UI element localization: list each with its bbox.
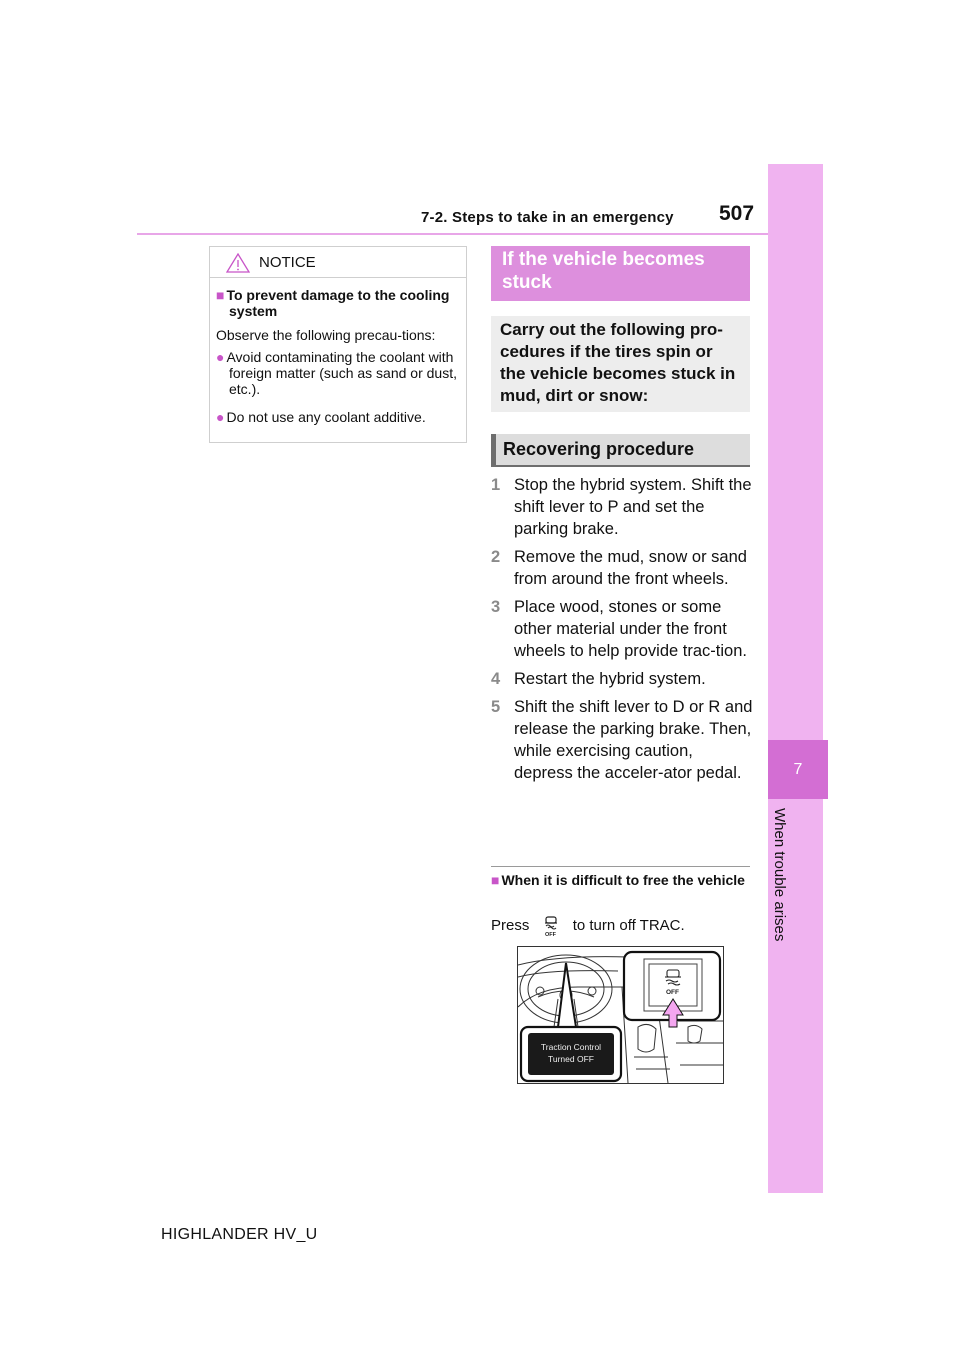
chapter-number-tab[interactable]: 7 <box>768 740 828 799</box>
step-number: 2 <box>491 548 501 566</box>
display-pointer <box>558 963 576 1027</box>
step-text: Place wood, stones or some other material under the front wheels to help provide trac-tion. <box>514 598 747 660</box>
notice-item-text: Do not use any coolant additive. <box>226 409 426 425</box>
page-number: 507 <box>719 202 755 225</box>
notice-heading-text: To prevent damage to the cooling system <box>226 287 450 319</box>
press-instruction <box>491 915 685 937</box>
section-title: If the vehicle becomes stuck <box>491 246 750 301</box>
step-text: Stop the hybrid system. Shift the shift lever to P and set the parking brake. <box>514 476 752 538</box>
trac-off-icon-label: OFF <box>544 932 556 937</box>
chapter-title: When trouble arises <box>771 808 788 942</box>
press-text-before: Press <box>491 916 530 934</box>
step-item <box>491 696 753 784</box>
square-bullet-icon: ■ <box>491 872 500 888</box>
trac-off-illustration <box>517 946 724 1084</box>
notice-box <box>209 246 467 443</box>
note-heading-text: When it is difficult to free the vehicle <box>501 872 745 888</box>
header-rule <box>137 233 768 235</box>
dashboard-drawing <box>518 947 723 1083</box>
subsection-title: Recovering procedure <box>491 434 750 467</box>
step-text: Restart the hybrid system. <box>514 670 706 688</box>
notice-heading <box>216 287 460 319</box>
round-bullet-icon: ● <box>216 409 225 425</box>
display-line-2: Turned OFF <box>548 1054 594 1064</box>
square-bullet-icon: ■ <box>216 287 225 303</box>
step-number: 1 <box>491 476 501 494</box>
step-text: Shift the shift lever to D or R and release the parking brake. Then, while exercising caution, depress the acceler-ator pedal. <box>514 698 753 782</box>
step-item <box>491 668 753 690</box>
notice-list-item <box>216 409 460 425</box>
notice-intro: Observe the following precau-tions: <box>216 327 436 343</box>
procedure-steps <box>491 474 753 790</box>
round-bullet-icon: ● <box>216 349 225 365</box>
note-divider <box>491 866 750 867</box>
note-heading <box>491 872 765 888</box>
display-line-1: Traction Control <box>540 1042 602 1052</box>
step-item <box>491 546 753 590</box>
warning-triangle-icon <box>226 253 250 273</box>
notice-body <box>210 278 466 425</box>
step-number: 5 <box>491 698 501 716</box>
press-text-after: to turn off TRAC. <box>572 916 685 934</box>
section-header: 7-2. Steps to take in an emergency <box>421 209 674 226</box>
chapter-title-vertical <box>768 808 794 998</box>
notice-item-text: Avoid contaminating the coolant with foreign matter (such as sand or dust, etc.). <box>226 349 457 397</box>
step-text: Remove the mud, snow or sand from around the front wheels. <box>514 548 747 588</box>
side-tab-strip <box>768 164 823 1193</box>
step-item <box>491 596 753 662</box>
callout-off-label: OFF <box>666 989 679 996</box>
trac-off-icon <box>536 915 566 937</box>
step-item <box>491 474 753 540</box>
notice-header <box>210 247 466 278</box>
footer-model: HIGHLANDER HV_U <box>161 1226 318 1243</box>
notice-list-item <box>216 349 460 397</box>
notice-label: NOTICE <box>259 254 316 271</box>
intro-box: Carry out the following pro-cedures if the tires spin or the vehicle becomes stuck in mud, dirt or snow: <box>491 316 750 412</box>
step-number: 3 <box>491 598 501 616</box>
step-number: 4 <box>491 670 501 688</box>
